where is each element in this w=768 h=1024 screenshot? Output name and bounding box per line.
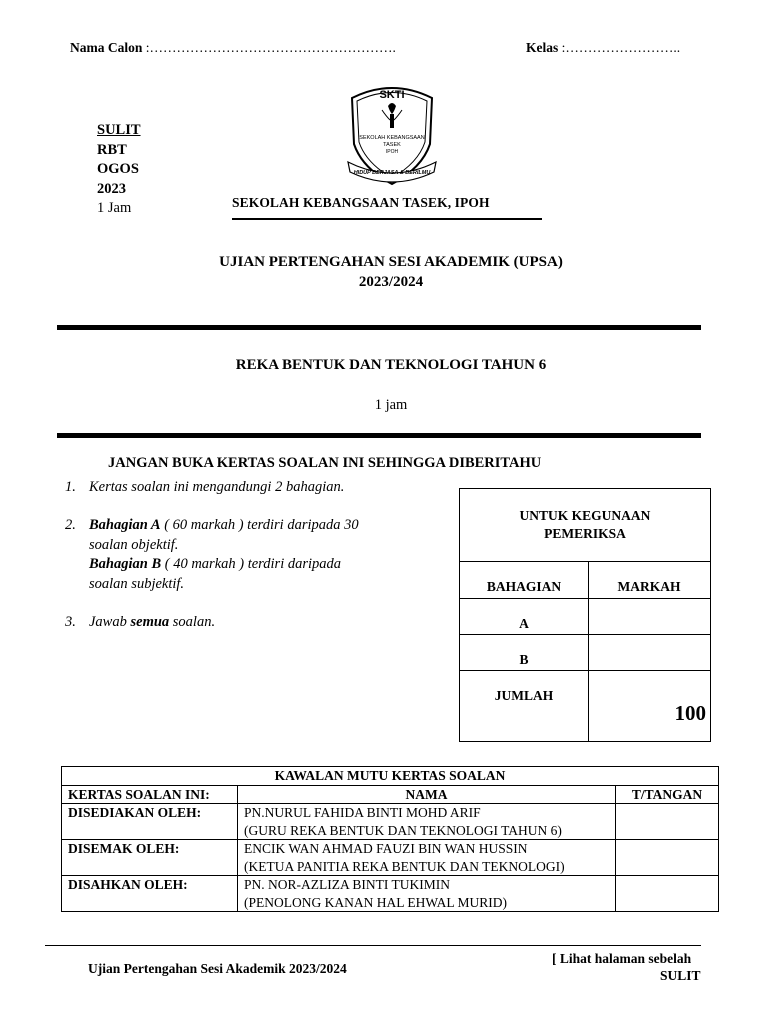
qc-row-disemak [62, 840, 719, 876]
bahagian-a-line2: soalan objektif. [89, 536, 179, 553]
logo-top-text: SKTI [379, 89, 405, 101]
col-bahagian-header: BAHAGIAN [486, 579, 562, 594]
col-markah-header: MARKAH [617, 579, 681, 594]
nama-calon-label: Nama Calon [70, 40, 143, 55]
school-name: SEKOLAH KEBANGSAAN TASEK, IPOH [232, 195, 490, 210]
logo-line-3: IPOH [385, 149, 399, 155]
qc-row-label: DISAHKAN OLEH: [62, 876, 238, 912]
kelas-label: Kelas [526, 40, 559, 55]
exam-year-short: 2023 [97, 180, 126, 197]
instruction-3-pre: Jawab [89, 614, 131, 630]
school-crest-logo [338, 76, 446, 188]
paper-info-block [97, 121, 141, 219]
qc-row-label: DISEDIAKAN OLEH: [62, 804, 238, 840]
footer-exam-name: Ujian Pertengahan Sesi Akademik 2023/2024 [88, 961, 347, 976]
subject-code: RBT [97, 141, 127, 158]
sulit-label: SULIT [97, 122, 141, 138]
qc-row-disahkan [62, 876, 719, 912]
divider-top [57, 325, 701, 330]
instruction-1-number: 1. [65, 479, 76, 495]
instruction-3-number: 3. [65, 614, 76, 630]
examiner-title-line2: PEMERIKSA [544, 526, 626, 541]
bahagian-a-label: Bahagian A [89, 517, 161, 533]
exam-month: OGOS [97, 161, 139, 177]
instruction-2-number: 2. [65, 517, 76, 533]
bahagian-b-label: Bahagian B [89, 556, 162, 572]
qc-signature-cell[interactable] [616, 840, 719, 876]
qc-row-role: (KETUA PANITIA REKA BENTUK DAN TEKNOLOGI) [244, 858, 565, 874]
qc-row-name-cell [238, 876, 616, 912]
qc-row-label: DISEMAK OLEH: [62, 840, 238, 876]
instruction-3-post: soalan. [169, 614, 216, 630]
logo-line-2: TASEK [383, 142, 401, 148]
row-a-markah-cell[interactable] [589, 599, 710, 634]
subject-title: REKA BENTUK DAN TEKNOLOGI TAHUN 6 [235, 357, 547, 373]
row-b-markah-cell[interactable] [589, 635, 710, 670]
bahagian-b-line2: soalan subjektif. [89, 575, 185, 592]
exam-session-year: 2023/2024 [358, 274, 424, 290]
quality-control-table [61, 766, 719, 912]
exam-time: 1 Jam [97, 200, 132, 216]
exam-duration: 1 jam [374, 397, 408, 413]
qc-table-title: KAWALAN MUTU KERTAS SOALAN [62, 767, 719, 786]
nama-calon-line [70, 40, 396, 56]
warning-heading: JANGAN BUKA KERTAS SOALAN INI SEHINGGA DIBERITAHU [108, 455, 542, 471]
bahagian-b-text: ( 40 markah ) terdiri daripada [161, 556, 342, 572]
qc-row-name: ENCIK WAN AHMAD FAUZI BIN WAN HUSSIN [244, 841, 528, 856]
total-marks: 100 [674, 701, 706, 725]
examiner-table-title [460, 507, 710, 543]
qc-signature-cell[interactable] [616, 804, 719, 840]
row-jumlah-label: JUMLAH [494, 688, 554, 703]
kelas-line [526, 40, 680, 56]
footer-next-page: [ Lihat halaman sebelah [552, 951, 692, 966]
qc-row-name: PN.NURUL FAHIDA BINTI MOHD ARIF [244, 805, 481, 820]
examiner-title-line1: UNTUK KEGUNAAN [519, 508, 651, 523]
qc-row-disediakan [62, 804, 719, 840]
instruction-3-bold: semua [130, 614, 170, 630]
exam-title: UJIAN PERTENGAHAN SESI AKADEMIK (UPSA) [219, 254, 563, 270]
row-b-label: B [519, 652, 529, 667]
logo-line-1: SEKOLAH KEBANGSAAN [359, 135, 425, 141]
qc-row-role: (PENOLONG KANAN HAL EHWAL MURID) [244, 894, 507, 910]
qc-row-name-cell [238, 840, 616, 876]
qc-row-name: PN. NOR-AZLIZA BINTI TUKIMIN [244, 877, 450, 892]
footer-sulit: SULIT [660, 968, 701, 983]
kelas-dots: :…………………….. [561, 40, 681, 55]
qc-col-kertas: KERTAS SOALAN INI: [62, 785, 238, 804]
nama-calon-dots: :………………………………………………. [145, 40, 396, 55]
qc-col-nama: NAMA [238, 785, 616, 804]
examiner-table [459, 488, 711, 742]
qc-signature-cell[interactable] [616, 876, 719, 912]
qc-row-name-cell [238, 804, 616, 840]
bahagian-a-text: ( 60 markah ) terdiri daripada 30 [160, 517, 359, 533]
divider-bottom [57, 433, 701, 438]
school-name-underline [232, 218, 542, 220]
row-a-label: A [519, 616, 529, 631]
qc-col-tandatangan: T/TANGAN [616, 785, 719, 804]
instruction-1-text: Kertas soalan ini mengandungi 2 bahagian. [89, 479, 345, 495]
footer-divider [45, 945, 701, 946]
logo-motto: HIDUP BERJASA & BERILMU [353, 170, 431, 176]
qc-row-role: (GURU REKA BENTUK DAN TEKNOLOGI TAHUN 6) [244, 822, 562, 838]
